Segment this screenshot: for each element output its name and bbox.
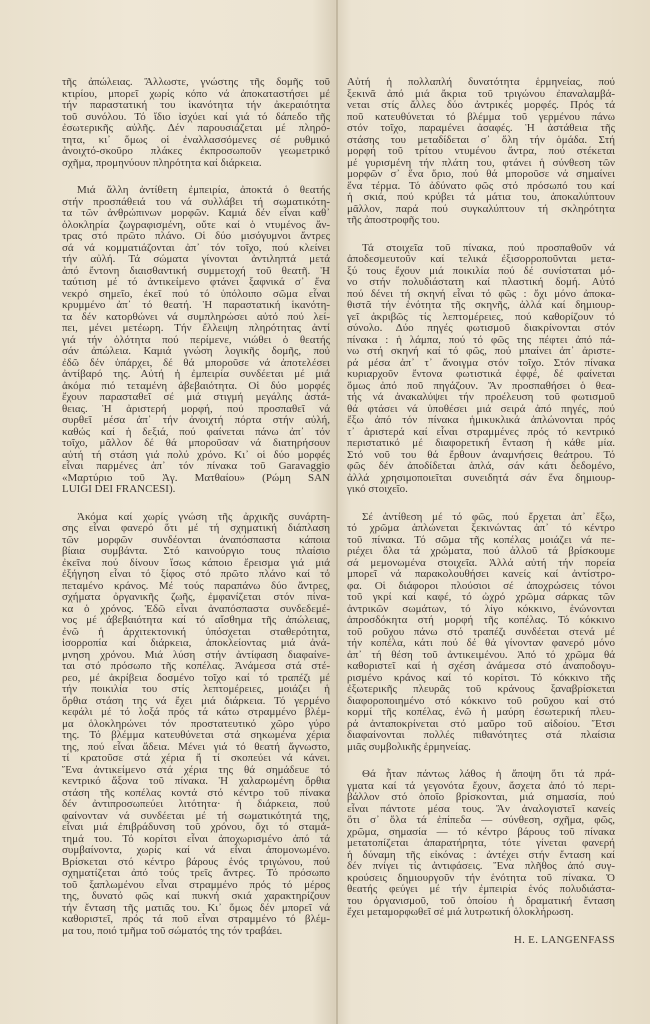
- text-line: σχήματα ὀργανικῆς ζωῆς, ἐμφανίζεται στόν πίνα-: [62, 591, 330, 603]
- text-column-right: [347, 77, 615, 946]
- text-line: νο στήν πολυδιάστατη καί πλαστική δομή. Αὐτό: [347, 276, 615, 288]
- text-line: τήν αὐλή. Τά σώματα γίνονται ἀντιληπτά μετά: [62, 253, 330, 265]
- text-line: θιστᾶ τήν ἑνότητα τῆς σκηνῆς, ἀλλά καί δημιουρ-: [347, 299, 615, 311]
- text-line: κορμί τῆς κοπέλας, ἐνῶ ἡ μαύρη ἐσωτερική πλευ-: [347, 706, 615, 718]
- page-fold: [336, 0, 338, 1024]
- text-line: τής νά ἀνακαλύψει τήν προέλευση τοῦ φωτισμοῦ: [347, 391, 615, 403]
- paragraph: [347, 769, 615, 919]
- text-line: ἀντρικῶν σωμάτων, τό λίγο κόκκινο, ἑνώνονται: [347, 602, 615, 615]
- text-line: εἶναι μιά ἐπιβράδυνση τοῦ χρόνου, ὄχι τό σταμά-: [62, 821, 330, 833]
- text-line: ἡ σκιά, πού κρύβει τά μάτια του, ἀποκαλύπτουν: [347, 191, 615, 203]
- paragraph: [62, 512, 330, 938]
- text-line: ἀποδεσμευτοῦν καί τελικά ἐξισορροποῦνται μετα-: [347, 253, 615, 265]
- text-line: τοῖχο, μᾶλλον δέ θά μποροῦσαν νά διατηρήσουν: [62, 437, 330, 449]
- text-line: ρισμένο κράνος καί τό κορίτσι. Τό κόκκινο τῆς: [347, 671, 615, 684]
- text-line: τοῦ ροῦχου πάνω στό τραπέζι συνδέεται στενά μέ: [347, 625, 615, 638]
- text-line: σχῆμα, προμηνύουν πληρότητα καί διάρκεια.: [62, 156, 262, 169]
- text-line: θειας. Ἡ ἀριστερή μορφή, πού προσπαθεῖ νά: [62, 402, 330, 415]
- text-line: τῆς ἀπώλειας. Ἄλλωστε, γνώστης τῆς δομῆς τοῦ: [62, 76, 330, 88]
- text-line: ἔχει μεταμορφωθεῖ σέ μιά λυτρωτική ὁλοκλήρωση.: [347, 906, 574, 918]
- text-line: τρας στό πρῶτο πλάνο. Οἱ δύο μισόγυμνοι ἄντρες: [62, 230, 330, 242]
- text-line: καθοριστεῖ καί ἡ σχέση ἀνάμεσα στό ἀναποδογυ-: [347, 660, 615, 672]
- text-line: μπορεῖ νά παρακολουθήσει κανείς καί ἀντίστρο-: [347, 568, 615, 580]
- text-line: LUIGI DEI FRANCESI).: [62, 483, 176, 495]
- text-column-left: [62, 77, 330, 937]
- text-line: γιά τήν ὁλότητα πού περίμενε, νιώθει ὁ θεατής: [62, 333, 330, 346]
- text-line: βίαια συμβάντα. Στό καινούργιο τους πλαίσιο: [62, 545, 330, 557]
- text-line: γματα καί τά γεγονότα ἔχουν, ἄσχετα ἀπό τό περι-: [347, 779, 615, 792]
- text-line: τήν παραστατική του ἱκανότητα τήν ἀκεραιότητα: [62, 99, 330, 111]
- text-line: Ἕνα ἀντικείμενο στά χέρια της θά σημάδευε τό: [62, 763, 330, 776]
- text-line: ται στό πρόσωπο τῆς κοπέλας. Ἀνάμεσα στά στέ-: [62, 660, 330, 672]
- text-line: Βρίσκεται στό κέντρο βάρους ἑνός τριγώνου, πού: [62, 855, 330, 868]
- text-line: στήν προσπάθειά του νά συλλάβει τή σωματικότη-: [62, 195, 330, 208]
- text-line: δέν ἀντιπροσωπεύει λιτότητα· ἡ διάρκεια, πού: [62, 798, 330, 810]
- text-line: Θά ἦταν πάντως λάθος ἡ ἄποψη ὅτι τά πρά-: [362, 768, 615, 780]
- text-line: διαφαίνονται πολλές πιθανότητες στά πλαίσια: [347, 729, 615, 741]
- text-line: ἀκόμα πιό τεταμένη ἀβεβαιότητα. Οἱ δύο μορφές: [62, 379, 330, 392]
- text-line: σχηματίζεται ἀπό τούς τρεῖς ἄντρες. Τό πρόσωπο: [62, 867, 330, 879]
- text-line: συμβαίνοντα, χωρίς καί νά εἶναι ἀπομονωμένο.: [62, 844, 330, 856]
- text-line: πίνακα : ἡ λάμπα, πού τό φῶς της πέφτει ἀπό πά-: [347, 333, 615, 346]
- text-line: κυριαρχοῦν ἔντονα φωτιστικά ἐφφέ, δέ φαίνεται: [347, 368, 615, 380]
- text-line: εἶναι παρμένες ἀπ᾽ τόν πίνακα τοῦ Garavaggio: [62, 460, 330, 472]
- text-line: ἐδῶ δέν ὑπάρχει, δέ θά μποροῦσε νά ἀποτελέσει: [62, 356, 330, 369]
- paragraph: [347, 243, 615, 496]
- text-line: καθώς καί ἡ δεξιά, πού φαίνεται πάνω ἀπ᾽ τόν: [62, 425, 330, 438]
- text-line: ρεο, μέ ἀκρίβεια δοσμένο τοῖχο καί τό τραπέζι μέ: [62, 671, 330, 684]
- text-line: ἐξωτερικῆς πλευρᾶς τοῦ κράνους ξαναβρίσκεται: [347, 683, 615, 695]
- text-line: ἔξω ἀπό τόν πίνακα ἡμικυκλικά ἁπλώνονται πρός: [347, 414, 615, 426]
- text-line: κτιρίου, μπορεῖ χωρίς κόπο νά ἀποκαταστήσει μέ: [62, 87, 330, 100]
- text-line: φαίνονταν νά συνδέεται μέ τή σωματικότητά της,: [62, 809, 330, 822]
- text-line: γικό στοιχεῖο.: [347, 483, 408, 495]
- text-line: τῶν μορφῶν συνδέονται ἀναπόσπαστα κάποια: [62, 533, 330, 546]
- text-line: μορφῶν σ᾽ ἕνα ὅριο, πού θά μποροῦσε νά σημαίνει: [347, 168, 615, 180]
- text-line: κεντρικό ἄξονα τοῦ πίνακα. Ἡ χαλαρωμένη ὄρθια: [62, 775, 330, 787]
- text-line: ἰσορροπία καί διάρκεια, ἀποκλείοντας μιά ἀνά-: [62, 637, 330, 649]
- text-line: ἀντίβαρό της. Αὐτή ἡ ἐμπειρία συνδέεται μέ μιά: [62, 368, 330, 380]
- text-line: τό χρῶμα ἁπλώνεται ξεκινώντας ἀπ᾽ τό κέντρο: [347, 522, 615, 534]
- text-line: κεφάλι μέ τό λοξά πρός τά κάτω στραμμένο βλέμ-: [62, 706, 330, 718]
- text-line: πει, μένει μετέωρη. Τήν ἔλλειψη πληρότητας ἀντί: [62, 322, 330, 334]
- text-line: πεταμένο κράνος. Μέ τούς παραπάνω δύο ἄντρες,: [62, 579, 330, 592]
- text-line: ἡ δύναμη τῆς εἰκόνας : ἀντέχει στήν ἔνταση καί: [347, 848, 615, 861]
- text-line: τημά του. Τό κορίτσι εἶναι ἀποχωρισμένο ἀπό τά: [62, 832, 330, 845]
- text-line: Ἀκόμα καί χωρίς γνώση τῆς ἀρχικῆς συνάρτη-: [77, 510, 330, 523]
- text-line: εἶναι πάντοτε μέσα τους. Ἄν ἀναλογιστεῖ κανείς: [347, 802, 615, 815]
- text-line: φα. Οἱ διάφοροι πλούσιοι σέ ἀποχρώσεις τόνοι: [347, 579, 615, 592]
- text-line: τοῦ γκρί καί καφέ, τό ὠχρό χρῶμα σάρκας τῶν: [347, 591, 615, 603]
- text-line: σάν ἀπώλεια. Καμιά γνώση λογικῆς δομῆς, πού: [62, 345, 330, 357]
- text-line: ἔχουν παρασταθεῖ σέ μιά στιγμή μεγάλης ἀστά-: [62, 391, 330, 403]
- text-line: τῆς ἀποστροφῆς του.: [347, 214, 440, 226]
- text-line: νος μέ ἀβεβαιότητα καί τό αἴσθημα τῆς ἀπώλειας,: [62, 614, 330, 626]
- text-line: ἕνα τέρμα. Τό ἀδύνατο φῶς στό πρόσωπό του καί: [347, 179, 615, 192]
- text-line: βάλλον στό ὁποῖο βρίσκονται, μιά σημασία, πού: [347, 791, 615, 803]
- text-line: Τά στοιχεῖα τοῦ πίνακα, πού προσπαθοῦν νά: [362, 241, 615, 254]
- text-line: θά φτάσει νά ὑποθέσει μιά σειρά ἀπό πηγές, πού: [347, 402, 615, 415]
- text-line: στάση τῆς κοπέλας κοντά στό κέντρο τοῦ πίνακα: [62, 786, 330, 799]
- paragraph: [62, 185, 330, 496]
- text-line: μορφή τοῦ τρίτου ντυμένου ἄντρα, πού στέκεται: [347, 145, 615, 157]
- text-line: νεκρό σημεῖο, ἐκεῖ πού τό ὑπόλοιπο σῶμα εἶναι: [62, 287, 330, 300]
- text-line: ἐνῶ ἡ ἀρχιτεκτονική ὑπόσχεται σταθερότητα,: [62, 625, 330, 638]
- text-line: μα ὁλοκληρώνει τόν προστατευτικό χῶρο γύρο: [62, 717, 330, 730]
- text-line: τ᾽ ἀριστερά καί εἶναι στραμμένες πρός τό κεντρικό: [347, 425, 615, 438]
- text-line: κρυμμένο ἀπ᾽ τό θεατή. Ἡ παραστατική ἱκανότη-: [62, 299, 330, 311]
- text-line: τί κρατοῦσε στά χέρια ἤ τί σκοπεύει νά κάνει.: [62, 752, 330, 764]
- text-line: ὅτι σ᾽ ὅλα τά ἐπίπεδα — σύνθεση, σχῆμα, φῶς,: [347, 814, 615, 826]
- text-line: ἀπροσδόκητα στή μορφή τῆς κοπέλας. Τό κόκκινο: [347, 614, 615, 626]
- text-line: ἐκεῖνα πού δίνουν ἴσως κάποιο ἔρεισμα γιά μιά: [62, 556, 330, 569]
- text-line: κρούσεις δημιουργοῦν τήν ἑνότητα τοῦ πίνακα. Ὁ: [347, 871, 615, 884]
- text-line: τητα, κι᾽ ὅμως οἱ ἐναλλασσόμενες σέ ρυθμικό: [62, 133, 330, 146]
- text-line: σά νά κομματιάζονται ἀπ᾽ τόν τοῖχο, πού κλείνει: [62, 241, 330, 254]
- text-line: διαφοροποιημένο στό κόκκινο τοῦ ροῦχου καί στό: [347, 694, 615, 707]
- text-line: Μιά ἄλλη ἀντίθετη ἐμπειρία, ἀποκτά ὁ θεατής: [77, 184, 330, 196]
- text-line: ἀνοιχτό-σκοῦρο πλάκες ἐκπροσωποῦν γεωμετρικό: [62, 145, 330, 157]
- text-line: τήν κοπέλα, κάτι πού δέ θά γίνονταν φανερό μόνο: [347, 637, 615, 649]
- text-line: πού δένει τή σκηνή εἶναι τό φῶς : ὄχι μόνο ἀποκα-: [347, 287, 615, 300]
- text-line: τα τῶν ἀνθρώπινων μορφῶν. Καμιά δέν εἶναι καθ᾽: [62, 207, 330, 219]
- text-line: ποῦ κατευθύνεται τό βλέμμα τοῦ γερμένου πάνω: [347, 110, 615, 123]
- text-line: ἀλλά χρησιμοποιεῖται συνειδητά σάν ἕνα δημιουρ-: [347, 471, 615, 484]
- text-line: περιστατικό μέ διαφορετική ἔνταση ἡ κάθε μία.: [347, 437, 615, 449]
- text-line: μνηση χρόνου. Μιά λύση στήν ἀντίφαση διαφαίνε-: [62, 648, 330, 661]
- text-line: νεται στίς ἄλλες δύο ἀντρικές μορφές. Πρός τά: [347, 99, 615, 111]
- text-line: γεῖ ἀκριβῶς τίς λεπτομέρειες, πού καθορίζουν τό: [347, 310, 615, 323]
- text-line: ξεκινᾶ ἀπό μιά ἄκρια τοῦ τριγώνου ἐπαναλαμβά-: [347, 87, 615, 100]
- text-line: μιᾶς συμβολικῆς ἑρμηνείας.: [347, 740, 471, 753]
- text-line: ἀπό ἔντονη διαισθαντική συμμετοχή τοῦ θεατῆ. Ἡ: [62, 264, 330, 277]
- text-line: καθοριστεῖ, πρός τά ποῦ εἶναι στραμμένο τό βλέμ-: [62, 913, 330, 925]
- text-line: μᾶλλον, παρά πού συγκαλύπτουν τή σκληρότητα: [347, 202, 615, 215]
- text-line: της, δυνατό φῶς καί πυκνή σκιά χαρακτηρίζουν: [62, 890, 330, 902]
- text-line: συρθεῖ μέσα ἀπ᾽ τήν ἀνοιχτή πόρτα στήν αὐλή,: [62, 414, 330, 426]
- text-line: ξύ τους ἔχουν μιά ποικιλία πού δέ συνίσταται μό-: [347, 264, 615, 277]
- paragraph: [347, 77, 615, 227]
- text-line: ἐσωτερικῆς αὐλῆς. Δέν παρουσιάζεται μέ πληρό-: [62, 122, 330, 134]
- text-line: τοῦ πίνακα. Τό σῶμα τῆς κοπέλας μοιάζει νά πε-: [347, 533, 615, 546]
- text-line: στάσης του μεταδίδεται σ᾽ ὅλη τήν ὁμάδα. Στή: [347, 133, 615, 146]
- text-line: χρῶμα, σημασία — τό κέντρο βάρους τοῦ πίνακα: [347, 825, 615, 838]
- text-line: της. Τό βλέμμα κατευθύνεται στά σηκωμένα χέρια: [62, 729, 330, 741]
- text-line: ρά μέσα ἀπ᾽ τ᾽ ἄνοιγμα στόν τοῖχο. Στόν πίνακα: [347, 356, 615, 369]
- text-line: τήν ποικιλία του στίς λεπτομέρειες, μοιάζει ἡ: [62, 683, 330, 695]
- text-line: δέν πνίγει τίς ἀντιφάσεις. Ἕνα πλῆθος ἀπό συγ-: [347, 860, 615, 872]
- text-line: Σέ ἀντίθεση μέ τό φῶς, πού ἔρχεται ἀπ᾽ ἔξω,: [362, 510, 615, 523]
- text-line: τα δέν κατορθώνει νά συμπληρώσει αὐτό πού λεί-: [62, 310, 330, 323]
- text-line: τοῦ συνόλου. Τό ἴδιο ἰσχύει καί γιά τό δάπεδο τῆς: [62, 110, 330, 123]
- text-line: ριέχει ὅλα τά χρώματα, πού ἀλλοῦ τά βρίσκουμε: [347, 545, 615, 557]
- text-line: «Μαρτύριο τοῦ Ἁγ. Ματθαίου» (Ρώμη SAN: [62, 471, 330, 484]
- text-line: μετατοπίζεται ἀπαρατήρητα, τότε γίνεται φανερή: [347, 837, 615, 849]
- text-line: αὐτή τή στάση γιά πολύ χρόνο. Κι᾽ οἱ δύο μορφές: [62, 448, 330, 461]
- text-line: τοῦ ξαπλωμένου εἶναι στραμμένο πρός τό μέρος: [62, 878, 330, 891]
- text-line: νω στή σκηνή καί τό φῶς, πού μπαίνει ἀπ᾽ ἀριστε-: [347, 345, 615, 357]
- text-line: ἀπ᾽ τή θέση τοῦ ἀντικειμένου. Ἀπό τό χρῶμα θά: [347, 648, 615, 661]
- text-line: φῶς δέν ἀποδίδεται ἁπλά, σάν κάτι δεδομένο,: [347, 460, 615, 472]
- author-signature: H. E. LANGENFASS: [513, 933, 615, 946]
- text-line: στόν τοῖχο, παραμένει ἀσαφές. Ἡ ἀστάθεια τῆς: [347, 122, 615, 134]
- text-line: ὄρθια στάση της νά ἔχει μιά διάρκεια. Τό γερμένο: [62, 694, 330, 707]
- text-line: της, πού εἶναι ἄδεια. Μένει γιά τό θεατή ἄγνωστο,: [62, 740, 330, 753]
- paragraph: [347, 512, 615, 754]
- text-line: θεατής φεύγει μέ τήν ἐμπειρία ἑνός πολυδιάστα-: [347, 883, 615, 895]
- text-line: σά μεμονωμένα στοιχεῖα. Ἀλλά αὐτή τήν πορεία: [347, 556, 615, 569]
- text-line: Αὐτή ἡ πολλαπλή δυνατότητα ἑρμηνείας, πού: [347, 76, 615, 88]
- text-line: ἐξήγηση εἶναι τό ξίφος στό πρῶτο πλάνο καί τό: [62, 568, 330, 580]
- text-line: σης εἶναι φανερό ὅτι μέ τή σχηματική διάπλαση: [62, 522, 330, 534]
- text-line: ὁλοκληρία ζωγραφισμένη, οὔτε καί ὁ ντυμένος ἄν-: [62, 218, 330, 231]
- paragraph: [62, 77, 330, 169]
- text-line: μα του, ποιό τμῆμα τοῦ σώματός της τόν τραβάει.: [62, 924, 283, 937]
- text-line: κα ὁ χρόνος. Ἐδῶ εἶναι ἀναπόσπαστα συνδεδεμέ-: [62, 602, 330, 615]
- text-line: Στό νοῦ του θά ἔρθουν ἀναμνήσεις θεάτρου. Τό: [347, 448, 615, 461]
- text-line: τήν ἔνταση τῆς ματιᾶς του. Κι᾽ ὅμως δέν μπορεῖ νά: [62, 901, 330, 914]
- text-line: ταύτιση μέ τό ἀντικείμενο φτάνει ξαφνικά σ᾽ ἕνα: [62, 276, 330, 288]
- text-line: ὅμως ἀπό ποῦ πηγάζουν. Ἄν προσπαθήσει ὁ θεα-: [347, 379, 615, 392]
- text-line: του ὀργανισμοῦ, τοῦ ὁποίου ἡ δραματική ἔνταση: [347, 894, 615, 907]
- text-line: σύνολο. Δύο πηγές φωτισμοῦ διακρίνονται στόν: [347, 322, 615, 334]
- text-line: ρά ἀνταποκρίνεται στό μαῦρο τοῦ αἰδοίου. Ἔτσι: [347, 717, 615, 730]
- text-line: μέ γυρισμένη τήν πλάτη του, φτάνει ἡ σύνθεση τῶν: [347, 156, 615, 169]
